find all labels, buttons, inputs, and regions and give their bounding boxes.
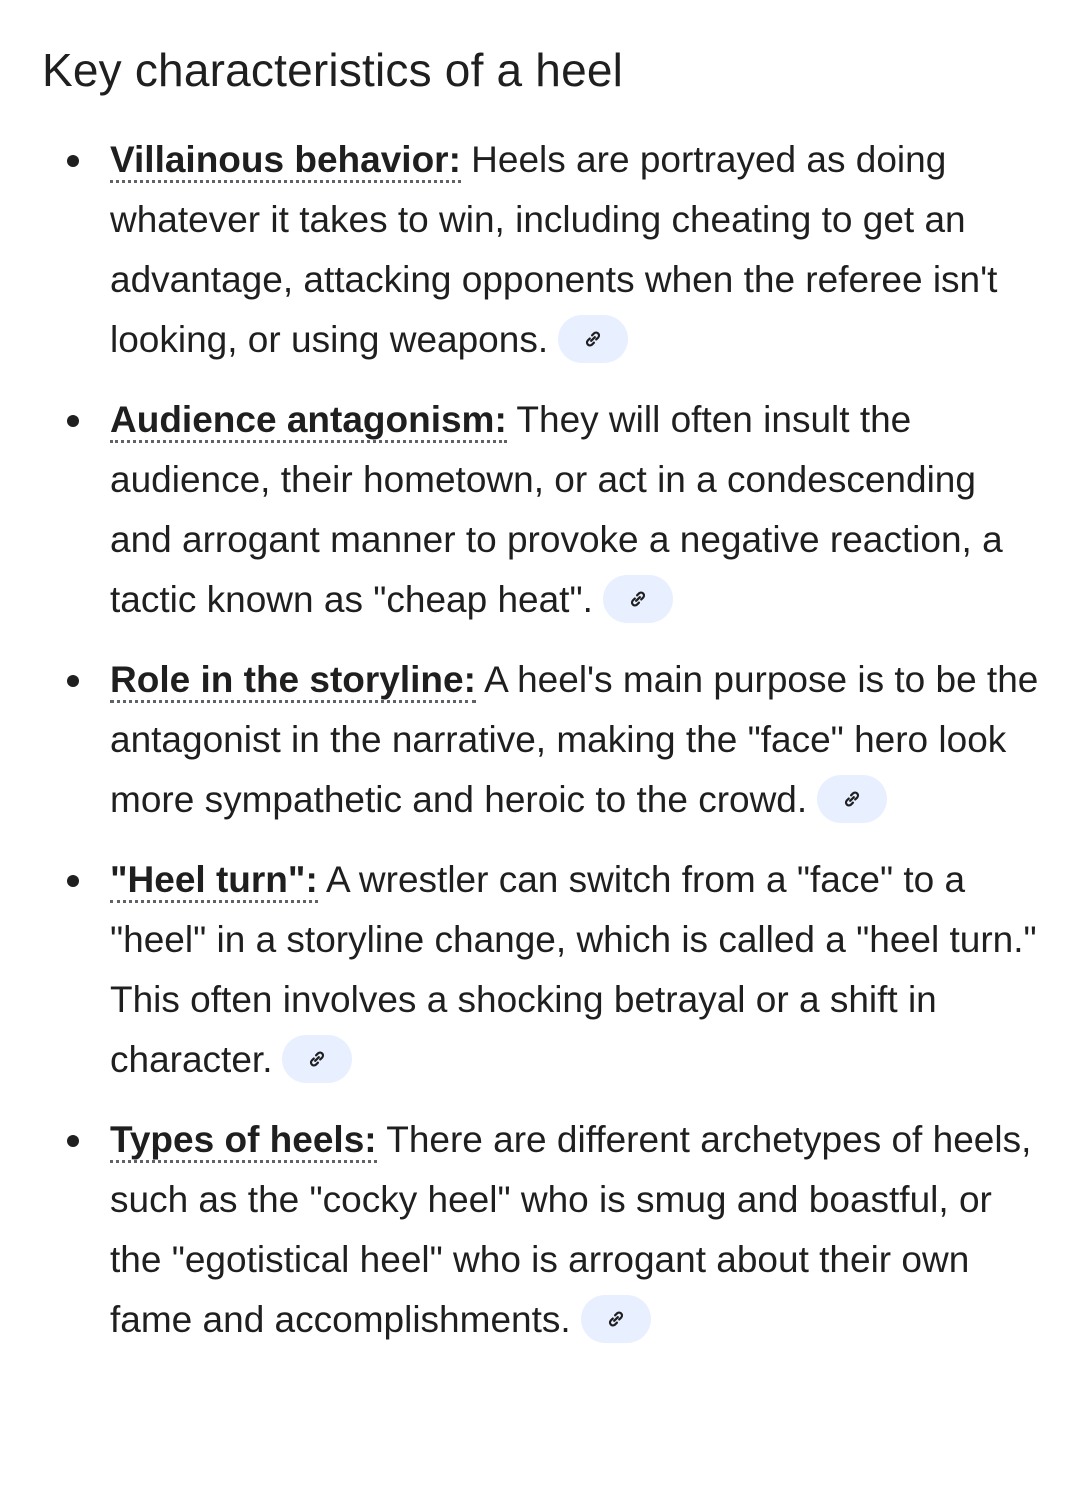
term-link[interactable]: Types of heels: — [110, 1119, 377, 1163]
bullet-icon — [67, 415, 79, 427]
bullet-icon — [67, 1135, 79, 1147]
term-link[interactable]: Villainous behavior: — [110, 139, 461, 183]
bullet-icon — [67, 155, 79, 167]
source-link-button[interactable] — [282, 1035, 352, 1083]
bullet-icon — [67, 675, 79, 687]
bullet-icon — [67, 875, 79, 887]
link-icon — [605, 1308, 627, 1330]
source-link-button[interactable] — [603, 575, 673, 623]
list-item — [0, 390, 1080, 630]
source-link-button[interactable] — [817, 775, 887, 823]
list-item — [0, 850, 1080, 1090]
list-item — [0, 130, 1080, 370]
item-text: A heel's main purpose is to be the antagonist in the narrative, making the "face" hero look more sympathetic and heroic to the crowd. — [110, 659, 1039, 820]
item-text: They will often insult the audience, their hometown, or act in a condescending and arrogant manner to provoke a negative reaction, a tactic known as "cheap heat". — [110, 399, 1003, 620]
section-heading: Key characteristics of a heel — [42, 44, 624, 96]
link-icon — [627, 588, 649, 610]
term-link[interactable]: "Heel turn": — [110, 859, 318, 903]
term-link[interactable]: Role in the storyline: — [110, 659, 476, 703]
item-text: Heels are portrayed as doing whatever it takes to win, including cheating to get an advantage, attacking opponents when the referee isn't looking, or using weapons. — [110, 139, 998, 360]
link-icon — [841, 788, 863, 810]
characteristics-list — [0, 130, 1080, 1370]
list-item — [0, 1110, 1080, 1350]
link-icon — [306, 1048, 328, 1070]
link-icon — [582, 328, 604, 350]
list-item — [0, 650, 1080, 830]
source-link-button[interactable] — [581, 1295, 651, 1343]
item-text: There are different archetypes of heels, such as the "cocky heel" who is smug and boastful, or the "egotistical heel" who is arrogant about their own fame and accomplishments. — [110, 1119, 1032, 1340]
term-link[interactable]: Audience antagonism: — [110, 399, 507, 443]
item-text: A wrestler can switch from a "face" to a "heel" in a storyline change, which is called a "heel turn." This often involves a shocking betrayal or a shift in character. — [110, 859, 1037, 1080]
source-link-button[interactable] — [558, 315, 628, 363]
